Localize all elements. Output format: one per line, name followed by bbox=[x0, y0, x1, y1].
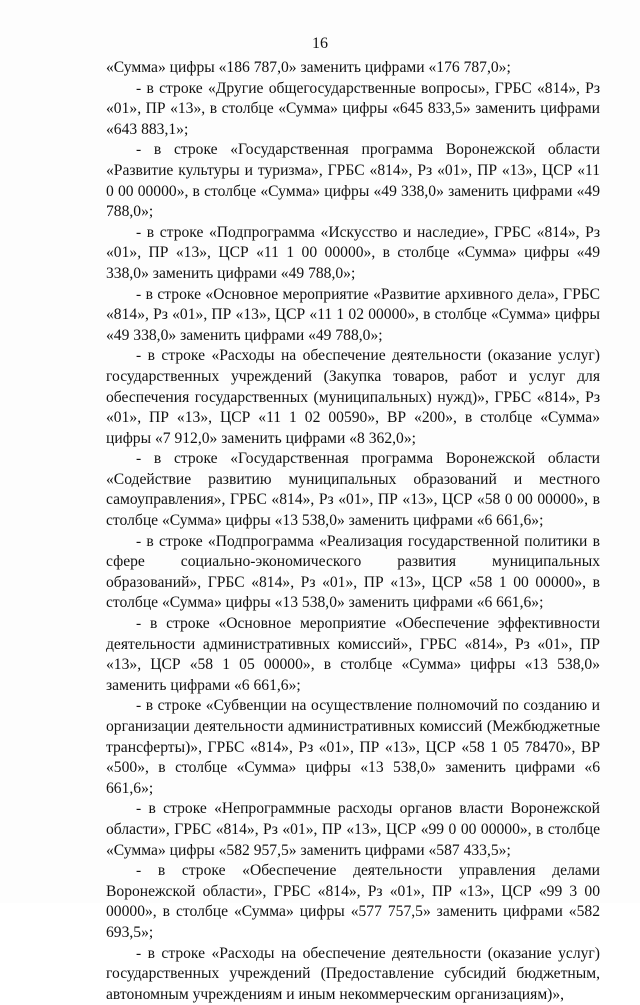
paragraph-13: - в строке «Расходы на обеспечение деятельности (оказание услуг) государственных учреждений (Предоставление субсидий бюджетным, автономным учреждениям и иным некоммерческим организациям)», bbox=[106, 944, 600, 1003]
paragraph-9: - в строке «Основное мероприятие «Обеспечение эффективности деятельности административных комиссий», ГРБС «814», Рз «01», ПР «13», ЦСР «58 1 05 00000», в столбце «Сумма» цифры «13 538,0» заменить цифрами «6 661,6»; bbox=[106, 615, 600, 694]
document-body bbox=[106, 58, 600, 1005]
paragraph-4: - в строке «Подпрограмма «Искусство и наследие», ГРБС «814», Рз «01», ПР «13», ЦСР «11 1 00 00000», в столбце «Сумма» цифры «49 338,0» заменить цифрами «49 788,0»; bbox=[106, 223, 600, 282]
paragraph-11: - в строке «Непрограммные расходы органов власти Воронежской области», ГРБС «814», Рз «01», ПР «13», ЦСР «99 0 00 00000», в столбце «Сумма» цифры «582 957,5» заменить цифрами «587 433,5»; bbox=[106, 800, 600, 859]
paragraph-5: - в строке «Основное мероприятие «Развитие архивного дела», ГРБС «814», Рз «01», ПР «13», ЦСР «11 1 02 00000», в столбце «Сумма» цифры «49 338,0» заменить цифрами «49 788,0»; bbox=[106, 285, 600, 344]
paragraph-10: - в строке «Субвенции на осуществление полномочий по созданию и организации деятельности административных комиссий (Межбюджетные трансферты)», ГРБС «814», Рз «01», ПР «13», ЦСР «58 1 05 78470», ВР «500», в столбце «Сумма» цифры «13 538,0» заменить цифрами «6 661,6»; bbox=[106, 697, 600, 797]
paragraph-6: - в строке «Расходы на обеспечение деятельности (оказание услуг) государственных учреждений (Закупка товаров, работ и услуг для обеспечения государственных (муниципальных) нужд)», ГРБС «814», Рз «01», ПР «13», ЦСР «11 1 02 00590», ВР «200», в столбце «Сумма» цифры «7 912,0» заменить цифрами «8 362,0»; bbox=[106, 347, 600, 447]
paragraph-3: - в строке «Государственная программа Воронежской области «Развитие культуры и туризма», ГРБС «814», Рз «01», ПР «13», ЦСР «11 0 00 00000», в столбце «Сумма» цифры «49 338,0» заменить цифрами «49 788,0»; bbox=[106, 141, 600, 221]
paragraph-2: - в строке «Другие общегосударственные вопросы», ГРБС «814», Рз «01», ПР «13», в столбце «Сумма» цифры «645 833,5» заменить цифрами «643 883,1»; bbox=[106, 79, 600, 138]
paragraph-1: «Сумма» цифры «186 787,0» заменить цифрами «176 787,0»; bbox=[106, 59, 511, 76]
paragraph-7: - в строке «Государственная программа Воронежской области «Содействие развитию муниципальных образований и местного самоуправления», ГРБС «814», Рз «01», ПР «13», ЦСР «58 0 00 00000», в столбце «Сумма» цифры «13 538,0» заменить цифрами «6 661,6»; bbox=[106, 450, 600, 530]
page-number: 16 bbox=[312, 35, 328, 52]
paragraph-8: - в строке «Подпрограмма «Реализация государственной политики в сфере социально-экономического развития муниципальных образований», ГРБС «814», Рз «01», ПР «13», ЦСР «58 1 00 00000», в столбце «Сумма» цифры «13 538,0» заменить цифрами «6 661,6»; bbox=[106, 532, 600, 612]
paragraph-12: - в строке «Обеспечение деятельности управления делами Воронежской области», ГРБС «814», Рз «01», ПР «13», ЦСР «99 3 00 00000», в столбце «Сумма» цифры «577 757,5» заменить цифрами «582 693,5»; bbox=[106, 862, 600, 941]
